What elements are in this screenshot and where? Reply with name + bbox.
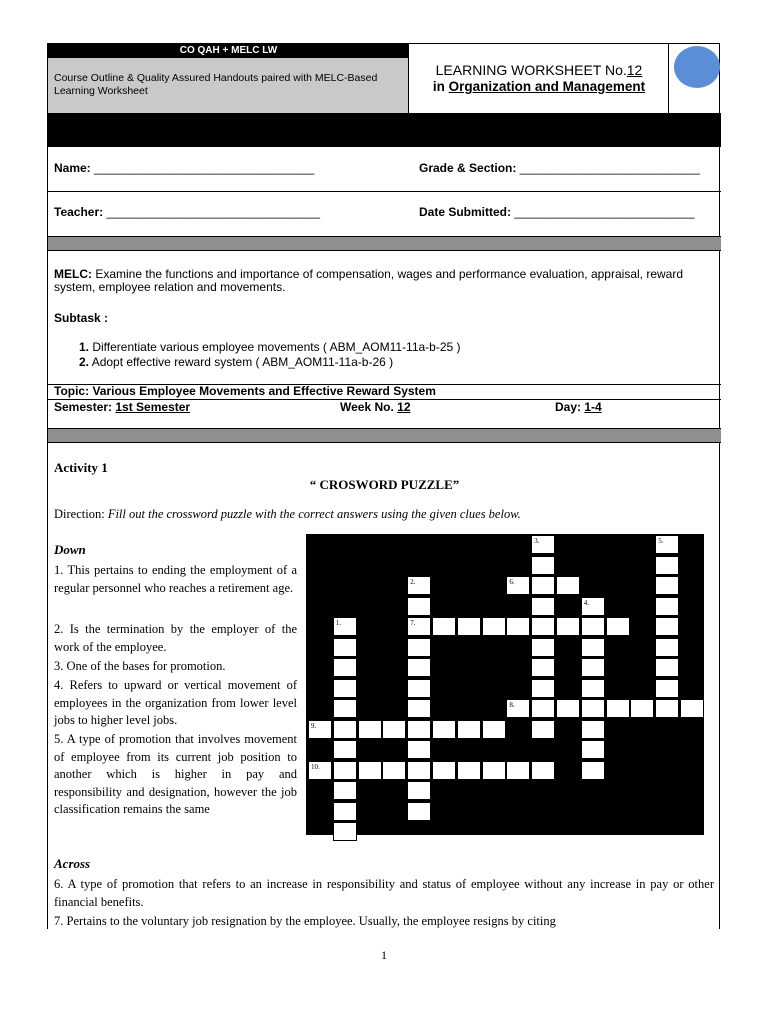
teacher-field[interactable]: Teacher: ________________________________ — [54, 205, 321, 219]
crossword-cell[interactable] — [333, 679, 357, 698]
crossword-cell[interactable] — [531, 720, 555, 739]
crossword-clue-number: 7. — [410, 619, 416, 627]
subtask-item: 2. Adopt effective reward system ( ABM_AOM11-11a-b-26 ) — [79, 355, 394, 369]
crossword-cell[interactable] — [655, 556, 679, 575]
divider — [48, 191, 721, 192]
crossword-cell[interactable] — [581, 699, 605, 718]
crossword-cell[interactable] — [655, 535, 679, 554]
across-heading: Across — [54, 856, 91, 871]
activity-title: Activity 1 — [54, 460, 108, 475]
crossword-cell[interactable] — [333, 720, 357, 739]
crossword-cell[interactable] — [581, 658, 605, 677]
crossword-cell[interactable] — [333, 699, 357, 718]
down-clue: 2. Is the termination by the employer of the work of the employee. — [54, 622, 297, 655]
subtask-item: 1. Differentiate various employee movements ( ABM_AOM11-11a-b-25 ) — [79, 340, 461, 354]
grade-section-field[interactable]: Grade & Section: ___________________________ — [419, 161, 700, 175]
crossword-clue-number: 6. — [509, 578, 515, 586]
crossword-cell[interactable] — [333, 802, 357, 821]
crossword-cell[interactable] — [556, 617, 580, 636]
crossword-cell[interactable] — [457, 720, 481, 739]
crossword-cell[interactable] — [655, 679, 679, 698]
crossword-cell[interactable] — [581, 597, 605, 616]
across-clue: 7. Pertains to the voluntary job resignation by the employee. Usually, the employee resigns by citing — [54, 914, 556, 928]
crossword-cell[interactable] — [531, 556, 555, 575]
crossword-cell[interactable] — [308, 720, 332, 739]
crossword-cell[interactable] — [333, 617, 357, 636]
crossword-cell[interactable] — [457, 617, 481, 636]
crossword-clue-number: 1. — [335, 619, 342, 627]
crossword-cell[interactable] — [407, 802, 431, 821]
down-clue: 4. Refers to upward or vertical movement of employees in the organization from lower level jobs to higher level jobs. — [54, 678, 297, 727]
crossword-cell[interactable] — [382, 761, 406, 780]
crossword-cell[interactable] — [358, 720, 382, 739]
crossword-clue-number: 5. — [658, 537, 664, 545]
melc-text: MELC: Examine the functions and importance of compensation, wages and performance evaluation, appraisal, reward system, employee relation and movements. — [54, 267, 684, 294]
crossword-cell[interactable] — [531, 699, 555, 718]
crossword-clue-number: 3. — [534, 537, 540, 545]
direction-text: Direction: Fill out the crossword puzzle with the correct answers using the given clues below. — [54, 507, 521, 521]
crossword-cell[interactable] — [531, 679, 555, 698]
course-code-bar: CO QAH + MELC LW — [48, 44, 409, 58]
crossword-cell[interactable] — [531, 658, 555, 677]
crossword-cell[interactable] — [606, 617, 630, 636]
worksheet-subject: in Organization and Management — [432, 79, 646, 94]
crossword-cell[interactable] — [407, 638, 431, 657]
crossword-cell[interactable] — [382, 720, 406, 739]
crossword-cell[interactable] — [407, 617, 431, 636]
crossword-cell[interactable] — [655, 576, 679, 595]
activity-heading: “ CROSWORD PUZZLE” — [309, 477, 460, 492]
crossword-grid[interactable] — [306, 534, 704, 835]
crossword-cell[interactable] — [556, 699, 580, 718]
crossword-cell[interactable] — [606, 699, 630, 718]
crossword-cell[interactable] — [680, 699, 704, 718]
across-clue: 6. A type of promotion that refers to an increase in responsibility and status of employee without any increase in pay or other financial benefits. — [54, 877, 714, 909]
crossword-cell[interactable] — [630, 699, 654, 718]
crossword-cell[interactable] — [581, 740, 605, 759]
crossword-cell[interactable] — [333, 781, 357, 800]
crossword-clue-number: 2. — [410, 578, 416, 586]
down-clue: 3. One of the bases for promotion. — [54, 659, 226, 673]
crossword-cell[interactable] — [407, 720, 431, 739]
crossword-cell[interactable] — [407, 699, 431, 718]
crossword-cell[interactable] — [407, 761, 431, 780]
crossword-cell[interactable] — [531, 638, 555, 657]
down-clue: 1. This pertains to ending the employment of a regular personnel who reaches a retirement age. — [54, 563, 297, 596]
crossword-cell[interactable] — [407, 740, 431, 759]
crossword-cell[interactable] — [581, 617, 605, 636]
crossword-cell[interactable] — [531, 761, 555, 780]
crossword-cell[interactable] — [407, 658, 431, 677]
gray-separator — [48, 236, 721, 251]
crossword-cell[interactable] — [333, 658, 357, 677]
semester-field: Semester: 1st Semester — [54, 400, 191, 414]
crossword-cell[interactable] — [506, 576, 530, 595]
crossword-clue-number: 10. — [311, 762, 320, 771]
crossword-cell[interactable] — [506, 699, 530, 718]
crossword-cell[interactable] — [655, 658, 679, 677]
crossword-cell[interactable] — [531, 576, 555, 595]
crossword-cell[interactable] — [482, 720, 506, 739]
topic-label: Topic: Various Employee Movements and Effective Reward System — [54, 384, 436, 398]
header-black-bar — [48, 114, 721, 147]
course-description: Course Outline & Quality Assured Handouts paired with MELC-Based Learning Worksheet — [48, 58, 409, 113]
crossword-cell[interactable] — [482, 761, 506, 780]
worksheet-title-box — [409, 44, 669, 113]
crossword-cell[interactable] — [482, 617, 506, 636]
crossword-cell[interactable] — [432, 761, 456, 780]
crossword-cell[interactable] — [581, 679, 605, 698]
crossword-cell[interactable] — [655, 699, 679, 718]
crossword-cell[interactable] — [531, 597, 555, 616]
crossword-cell[interactable] — [333, 822, 357, 841]
school-logo — [674, 46, 720, 88]
crossword-clue-number: 8. — [509, 701, 515, 709]
crossword-cell[interactable] — [358, 761, 382, 780]
week-field: Week No. 12 — [340, 400, 411, 414]
crossword-cell[interactable] — [407, 781, 431, 800]
crossword-cell[interactable] — [457, 761, 481, 780]
page-number: 1 — [381, 948, 387, 962]
day-field: Day: 1-4 — [555, 400, 602, 414]
worksheet-title: LEARNING WORKSHEET No.12 — [435, 62, 643, 78]
crossword-cell[interactable] — [407, 679, 431, 698]
down-clue: 5. A type of promotion that involves movement of employee from its current job position to another which is higher in pay and responsibility and designation, however the job classification remains the same — [54, 732, 297, 816]
crossword-cell[interactable] — [531, 535, 555, 554]
crossword-cell[interactable] — [655, 638, 679, 657]
crossword-cell[interactable] — [531, 617, 555, 636]
gray-separator — [48, 428, 721, 443]
down-heading: Down — [54, 542, 86, 557]
crossword-cell[interactable] — [655, 617, 679, 636]
crossword-cell[interactable] — [333, 740, 357, 759]
crossword-cell[interactable] — [506, 761, 530, 780]
crossword-cell[interactable] — [581, 720, 605, 739]
crossword-cell[interactable] — [432, 720, 456, 739]
subtask-label: Subtask : — [54, 311, 109, 325]
crossword-cell[interactable] — [432, 617, 456, 636]
crossword-cell[interactable] — [556, 576, 580, 595]
crossword-cell[interactable] — [333, 761, 357, 780]
crossword-cell[interactable] — [308, 761, 332, 780]
crossword-cell[interactable] — [333, 638, 357, 657]
date-submitted-field[interactable]: Date Submitted: ___________________________ — [419, 205, 695, 219]
crossword-cell[interactable] — [407, 597, 431, 616]
crossword-cell[interactable] — [581, 761, 605, 780]
crossword-cell[interactable] — [506, 617, 530, 636]
crossword-clue-number: 4. — [583, 598, 590, 607]
crossword-cell[interactable] — [581, 638, 605, 657]
crossword-cell[interactable] — [655, 597, 679, 616]
crossword-clue-number: 9. — [311, 721, 317, 730]
name-field[interactable]: Name: _________________________________ — [54, 161, 315, 175]
crossword-cell[interactable] — [407, 576, 431, 595]
